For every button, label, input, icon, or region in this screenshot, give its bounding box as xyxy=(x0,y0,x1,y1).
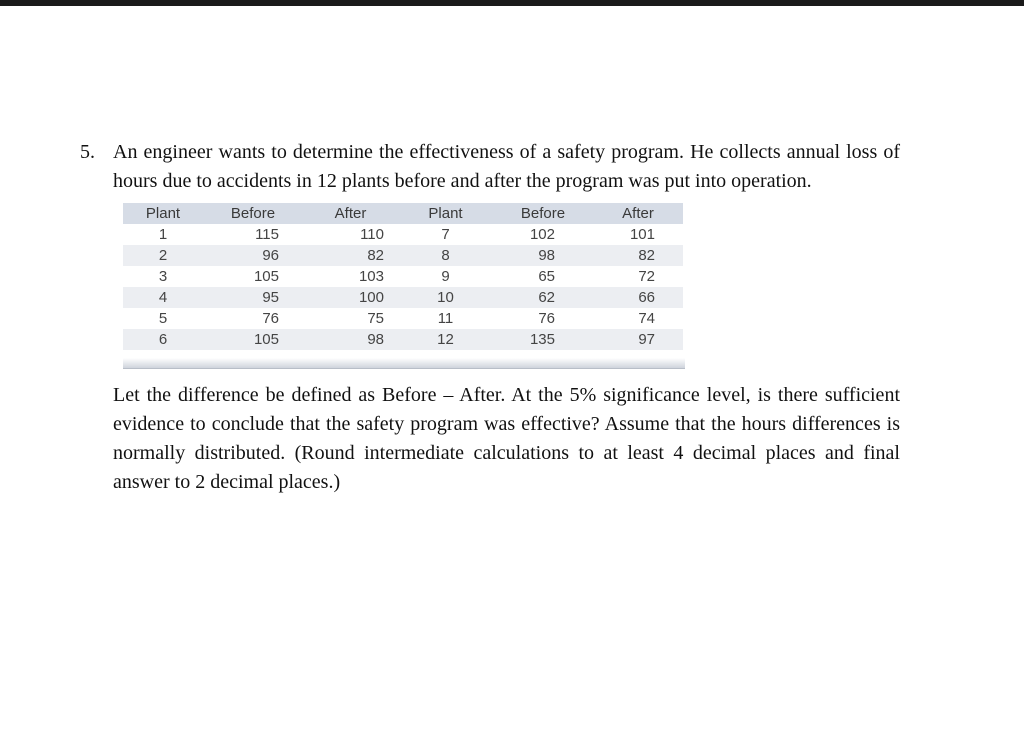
problem-block xyxy=(80,138,900,497)
table-row xyxy=(123,224,683,245)
header-plant-1: Plant xyxy=(123,203,203,224)
cell-before: 65 xyxy=(538,268,555,285)
cell-before: 102 xyxy=(529,226,555,243)
cell-before: 76 xyxy=(262,310,279,327)
data-table xyxy=(123,203,683,350)
cell-before: 135 xyxy=(493,329,593,350)
cell-plant: 10 xyxy=(398,287,493,308)
table-row xyxy=(123,329,683,350)
cell-after: 97 xyxy=(593,329,683,350)
header-before-2: Before xyxy=(493,203,593,224)
data-table-container xyxy=(123,203,685,369)
cell-after: 72 xyxy=(638,268,655,285)
table-row xyxy=(123,245,683,266)
cell-plant: 4 xyxy=(123,287,203,308)
cell-after: 103 xyxy=(358,268,384,285)
table-row xyxy=(123,308,683,329)
cell-before: 96 xyxy=(203,245,303,266)
cell-after: 82 xyxy=(593,245,683,266)
cell-after: 66 xyxy=(593,287,683,308)
cell-before: 98 xyxy=(493,245,593,266)
cell-plant: 11 xyxy=(437,310,454,327)
cell-before: 115 xyxy=(255,226,279,243)
table-header-row xyxy=(123,203,683,224)
cell-before: 76 xyxy=(538,310,555,327)
question-followup: Let the difference be defined as Before – After. At the 5% significance level, is there sufficient evidence to conclude that the safety program was effective? Assume that the hours differences is normally distributed. (Round intermediate calculations to at least 4 decimal places and final answer to 2 decimal places.) xyxy=(113,384,900,493)
cell-before: 105 xyxy=(203,329,303,350)
cell-plant: 3 xyxy=(158,268,168,285)
cell-before: 62 xyxy=(493,287,593,308)
question-intro: An engineer wants to determine the effectiveness of a safety program. He collects annual loss of hours due to accidents in 12 plants before and after the program was put into operation. xyxy=(113,141,900,192)
cell-plant: 8 xyxy=(398,245,493,266)
cell-plant: 7 xyxy=(441,226,450,243)
cell-after: 100 xyxy=(303,287,398,308)
cell-after: 75 xyxy=(367,310,384,327)
cell-plant: 12 xyxy=(398,329,493,350)
question-number: 5. xyxy=(80,141,95,163)
cell-after: 101 xyxy=(629,226,655,243)
cell-plant: 6 xyxy=(123,329,203,350)
cell-after: 82 xyxy=(303,245,398,266)
cell-before: 105 xyxy=(253,268,279,285)
header-plant-2: Plant xyxy=(398,203,493,224)
cell-after: 74 xyxy=(638,310,655,327)
table-row xyxy=(123,266,683,287)
cell-plant: 5 xyxy=(158,310,168,327)
cell-before: 95 xyxy=(203,287,303,308)
table-row xyxy=(123,287,683,308)
header-before-1: Before xyxy=(203,203,303,224)
cell-plant: 1 xyxy=(158,226,168,243)
header-after-1: After xyxy=(303,203,398,224)
cell-after: 98 xyxy=(303,329,398,350)
top-border-bar xyxy=(0,0,1024,6)
table-footer-bar xyxy=(123,358,685,369)
cell-plant: 2 xyxy=(123,245,203,266)
header-after-2: After xyxy=(593,203,683,224)
cell-after: 110 xyxy=(360,226,384,243)
cell-plant: 9 xyxy=(441,268,450,285)
